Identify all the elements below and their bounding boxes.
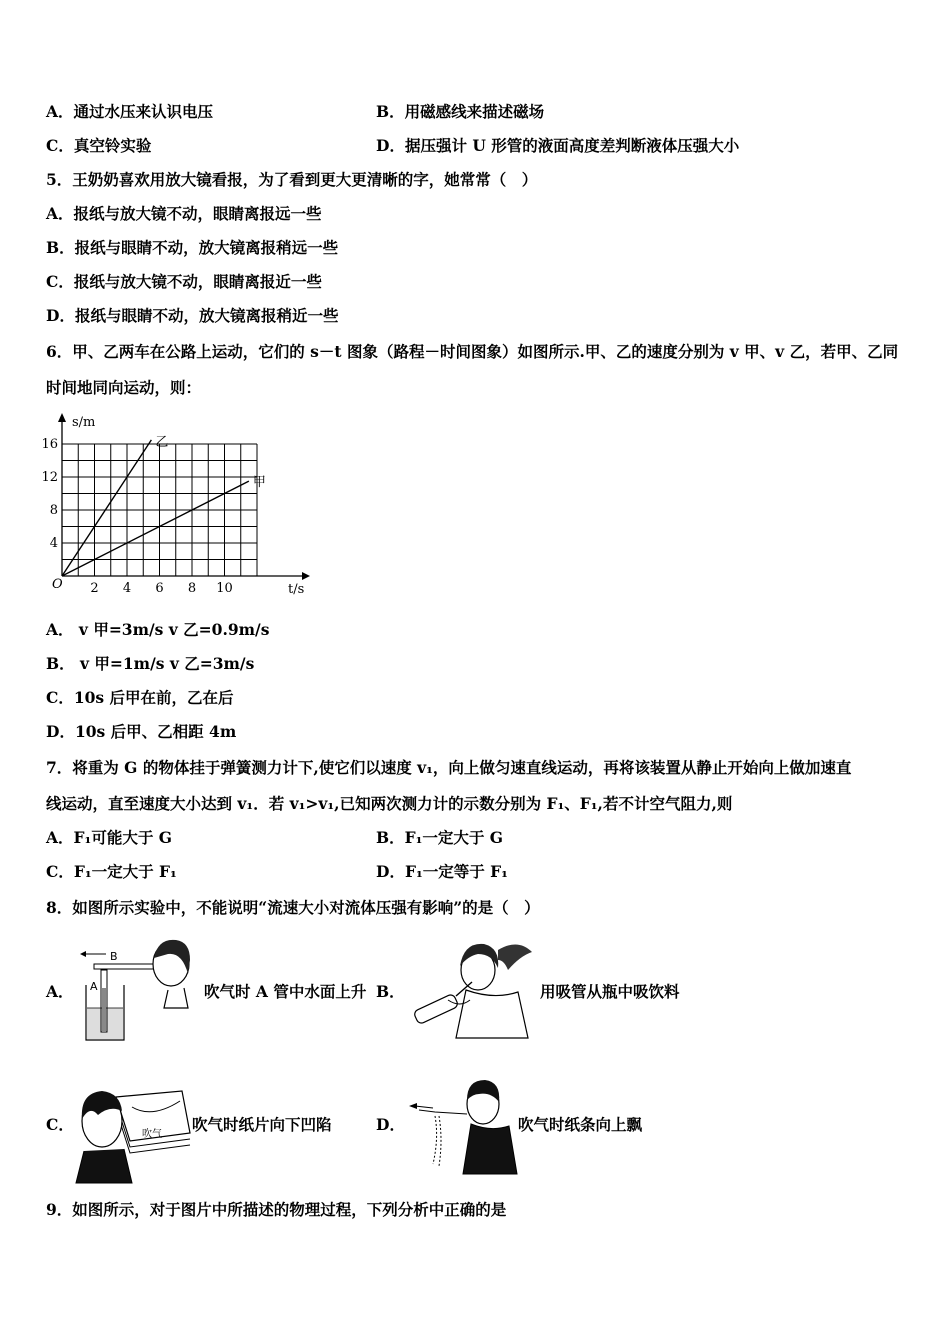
chart-grid <box>62 444 257 576</box>
y-tick-label: 16 <box>41 437 58 452</box>
x-axis-arrow <box>302 572 310 580</box>
q5-option-d[interactable]: D．报纸与眼睛不动，放大镜离报稍近一些 <box>46 306 339 325</box>
q4-option-b[interactable]: B．用磁感线来描述磁场 <box>376 102 545 121</box>
q8-option-a-letter[interactable]: A． <box>46 982 74 1001</box>
q6-option-b[interactable]: B． v 甲=1m/s v 乙=3m/s <box>46 654 255 673</box>
q8-option-d-letter[interactable]: D． <box>376 1115 405 1134</box>
x-tick-label: 6 <box>155 581 164 596</box>
q7-options-row-1 <box>46 828 926 848</box>
q4-option-d[interactable]: D．据压强计 U 形管的液面高度差判断液体压强大小 <box>376 136 740 155</box>
q7-stem-line-1: 7．将重为 G 的物体挂于弹簧测力计下,使它们以速度 v₁，向上做匀速直线运动，再将该装置从静止开始向上做加速直 <box>46 758 852 777</box>
q8-picture-d <box>405 1068 520 1178</box>
q9-stem: 9．如图所示，对于图片中所描述的物理过程，下列分析中正确的是 <box>46 1200 507 1219</box>
series-line-jia <box>62 481 249 576</box>
q7-option-c[interactable]: C．F₁一定大于 F₁ <box>46 862 177 881</box>
q7-stem-line-2: 线运动，直至速度大小达到 v₁．若 v₁>v₁,已知两次测力计的示数分别为 F₁、F₁,若不计空气阻力,则 <box>46 794 733 813</box>
y-tick-label: 4 <box>49 536 58 551</box>
q6-stem-line-2: 时间地同向运动，则： <box>46 378 202 397</box>
q6-option-d[interactable]: D．10s 后甲、乙相距 4m <box>46 722 237 741</box>
q6-option-a[interactable]: A． v 甲=3m/s v 乙=0.9m/s <box>46 620 270 639</box>
q4-option-c[interactable]: C．真空铃实验 <box>46 136 152 155</box>
x-axis-label: t/s <box>288 582 305 597</box>
q4-option-a[interactable]: A．通过水压来认识电压 <box>46 102 214 121</box>
q7-option-d[interactable]: D．F₁一定等于 F₁ <box>376 862 508 881</box>
q5-stem: 5．王奶奶喜欢用放大镜看报，为了看到更大更清晰的字，她常常（ ） <box>46 170 538 189</box>
q8-option-d-caption: 吹气时纸条向上飘 <box>518 1115 643 1134</box>
paper-strip-icon <box>433 1116 437 1164</box>
q8-option-a-caption: 吹气时 A 管中水面上升 <box>204 982 367 1001</box>
q6-stem-line-1: 6．甲、乙两车在公路上运动，它们的 s－t 图象（路程－时间图象）如图所示.甲、乙的速度分别为 v 甲、v 乙，若甲、乙同 <box>46 342 899 361</box>
pic-a-label-a: A <box>90 980 98 993</box>
y-axis-label: s/m <box>72 415 96 430</box>
q8-option-c-letter[interactable]: C． <box>46 1115 74 1134</box>
q8-option-b-caption: 用吸管从瓶中吸饮料 <box>540 982 680 1001</box>
q5-option-b[interactable]: B．报纸与眼睛不动，放大镜离报稍远一些 <box>46 238 339 257</box>
series-label-jia: 甲 <box>252 475 266 491</box>
q8-picture-c <box>72 1075 192 1185</box>
q4-options-row-1 <box>46 102 926 122</box>
q8-option-c-caption: 吹气时纸片向下凹陷 <box>192 1115 332 1134</box>
pic-a-label-b: B <box>110 950 118 963</box>
x-tick-label: 2 <box>90 581 99 596</box>
y-tick-label: 12 <box>41 470 58 485</box>
q4-options-row-2 <box>46 136 926 156</box>
series-label-yi: 乙 <box>155 434 169 450</box>
q8-picture-a <box>76 930 201 1045</box>
y-axis-arrow <box>58 413 66 422</box>
q5-option-a[interactable]: A．报纸与放大镜不动，眼睛离报远一些 <box>46 204 322 223</box>
q8-option-b-letter[interactable]: B． <box>376 982 405 1001</box>
q8-stem: 8．如图所示实验中，不能说明“流速大小对流体压强有影响”的是（ ） <box>46 898 540 917</box>
q5-option-c[interactable]: C．报纸与放大镜不动，眼睛离报近一些 <box>46 272 322 291</box>
x-tick-label: 8 <box>187 581 197 596</box>
y-tick-label: 8 <box>49 503 58 518</box>
x-tick-label: 4 <box>122 581 132 596</box>
q7-option-a[interactable]: A．F₁可能大于 G <box>46 828 172 847</box>
x-tick-label: 10 <box>216 581 233 596</box>
bottle-icon <box>413 993 459 1024</box>
q7-option-b[interactable]: B．F₁一定大于 G <box>376 828 504 847</box>
q6-option-c[interactable]: C．10s 后甲在前，乙在后 <box>46 688 234 707</box>
q6-st-chart <box>40 410 320 605</box>
pic-c-label: 吹气 <box>142 1129 162 1140</box>
origin-label: O <box>52 577 63 592</box>
q8-picture-b <box>408 930 538 1045</box>
q7-options-row-2 <box>46 862 926 882</box>
